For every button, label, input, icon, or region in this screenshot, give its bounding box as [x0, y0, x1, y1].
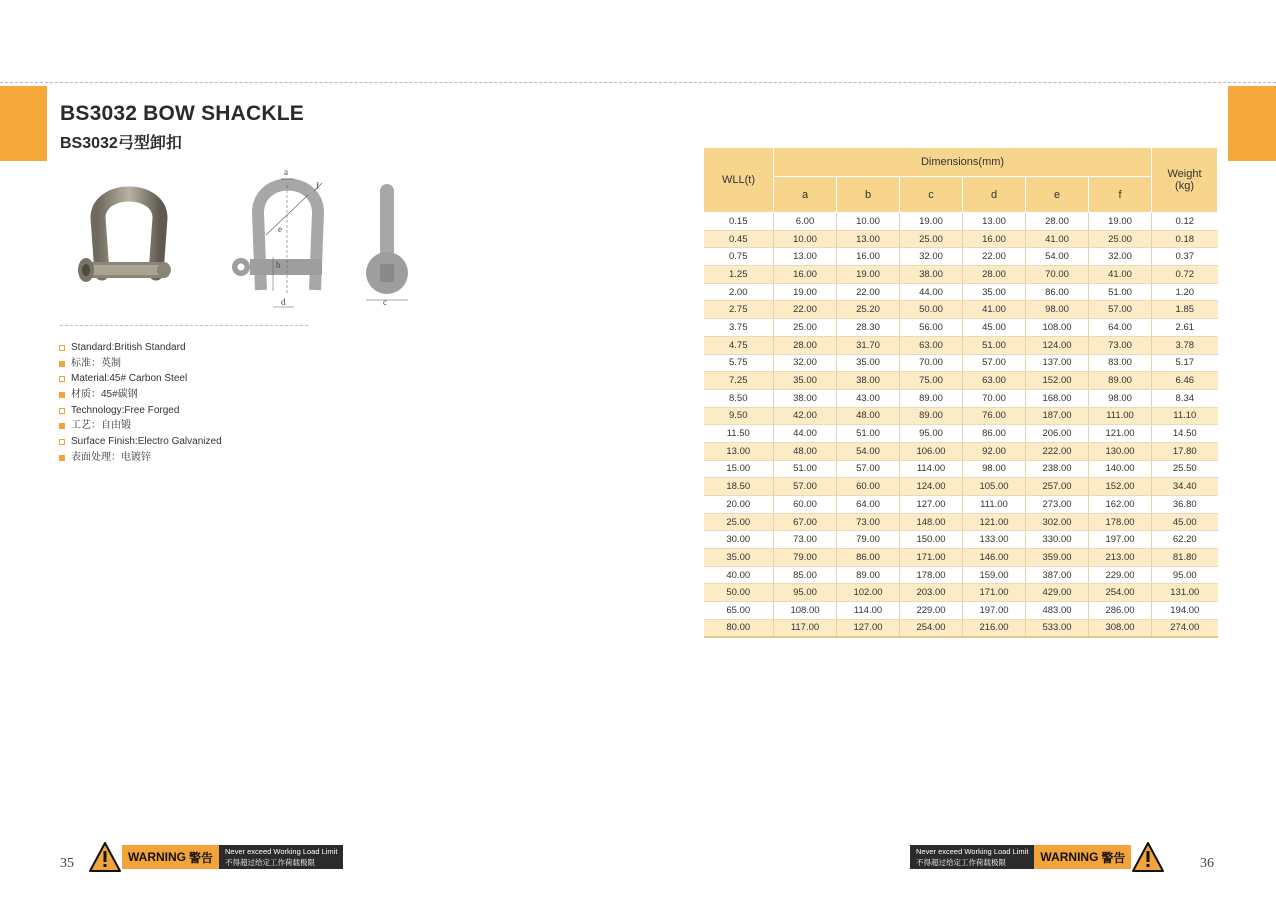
- table-cell: 171.00: [963, 584, 1026, 602]
- table-cell: 131.00: [1152, 584, 1218, 602]
- table-cell: 0.12: [1152, 213, 1218, 231]
- table-cell: 124.00: [1026, 336, 1089, 354]
- table-cell: 32.00: [1089, 248, 1152, 266]
- right-accent-tab: [1228, 86, 1276, 161]
- table-cell: 38.00: [774, 389, 837, 407]
- table-cell: 32.00: [900, 248, 963, 266]
- table-cell: 25.20: [837, 301, 900, 319]
- table-cell: 34.40: [1152, 478, 1218, 496]
- dim-label-a: a: [284, 167, 288, 177]
- table-row: [704, 566, 1218, 584]
- spec-item: [59, 434, 222, 450]
- table-cell: 57.00: [1089, 301, 1152, 319]
- table-cell: 20.00: [704, 496, 774, 514]
- weight-header-line1: Weight: [1167, 168, 1202, 180]
- table-cell: 56.00: [900, 319, 963, 337]
- table-cell: 203.00: [900, 584, 963, 602]
- table-cell: 121.00: [1089, 425, 1152, 443]
- table-cell: 50.00: [704, 584, 774, 602]
- table-cell: 2.75: [704, 301, 774, 319]
- table-cell: 206.00: [1026, 425, 1089, 443]
- warning-triangle-icon: [88, 841, 122, 873]
- table-cell: 106.00: [900, 442, 963, 460]
- table-cell: 359.00: [1026, 549, 1089, 567]
- table-row: [704, 283, 1218, 301]
- table-row: [704, 460, 1218, 478]
- spec-text: Standard:British Standard: [71, 342, 186, 353]
- table-cell: 11.50: [704, 425, 774, 443]
- spec-item: [59, 403, 222, 419]
- table-cell: 98.00: [963, 460, 1026, 478]
- table-cell: 254.00: [1089, 584, 1152, 602]
- table-cell: 274.00: [1152, 619, 1218, 637]
- table-cell: 80.00: [704, 619, 774, 637]
- shackle-photo: [72, 178, 182, 303]
- table-cell: 1.25: [704, 266, 774, 284]
- table-cell: 13.00: [704, 442, 774, 460]
- table-cell: 105.00: [963, 478, 1026, 496]
- table-cell: 63.00: [900, 336, 963, 354]
- table-cell: 22.00: [774, 301, 837, 319]
- table-cell: 111.00: [1089, 407, 1152, 425]
- table-cell: 171.00: [900, 549, 963, 567]
- table-cell: 3.78: [1152, 336, 1218, 354]
- table-cell: 222.00: [1026, 442, 1089, 460]
- table-cell: 137.00: [1026, 354, 1089, 372]
- page-number-right: 36: [1200, 856, 1214, 871]
- table-cell: 51.00: [774, 460, 837, 478]
- bullet-icon: [59, 361, 65, 367]
- table-row: [704, 266, 1218, 284]
- table-cell: 152.00: [1089, 478, 1152, 496]
- dim-column-header: d: [963, 177, 1026, 213]
- page-title: BS3032 BOW SHACKLE: [60, 102, 304, 125]
- table-cell: 387.00: [1026, 566, 1089, 584]
- table-cell: 35.00: [704, 549, 774, 567]
- page-number-left: 35: [60, 856, 74, 871]
- table-cell: 44.00: [900, 283, 963, 301]
- table-cell: 65.00: [704, 602, 774, 620]
- table-cell: 133.00: [963, 531, 1026, 549]
- spec-item: [59, 450, 222, 466]
- table-cell: 76.00: [963, 407, 1026, 425]
- table-cell: 213.00: [1089, 549, 1152, 567]
- table-cell: 111.00: [963, 496, 1026, 514]
- table-cell: 229.00: [900, 602, 963, 620]
- table-cell: 130.00: [1089, 442, 1152, 460]
- warning-label-en: WARNING: [128, 850, 186, 864]
- table-cell: 140.00: [1089, 460, 1152, 478]
- table-cell: 63.00: [963, 372, 1026, 390]
- table-cell: 187.00: [1026, 407, 1089, 425]
- weight-header-line2: (kg): [1175, 180, 1194, 192]
- table-cell: 43.00: [837, 389, 900, 407]
- table-cell: 54.00: [1026, 248, 1089, 266]
- table-cell: 15.00: [704, 460, 774, 478]
- table-cell: 73.00: [837, 513, 900, 531]
- warning-label-en: WARNING: [1040, 850, 1099, 864]
- table-cell: 38.00: [837, 372, 900, 390]
- table-cell: 86.00: [963, 425, 1026, 443]
- table-row: [704, 425, 1218, 443]
- spec-item: [59, 418, 222, 434]
- top-dashed-rule: [0, 82, 1276, 83]
- table-cell: 45.00: [1152, 513, 1218, 531]
- table-cell: 42.00: [774, 407, 837, 425]
- left-accent-tab: [0, 86, 47, 161]
- table-cell: 25.00: [774, 319, 837, 337]
- table-cell: 81.80: [1152, 549, 1218, 567]
- table-cell: 86.00: [1026, 283, 1089, 301]
- table-cell: 48.00: [837, 407, 900, 425]
- table-cell: 51.00: [963, 336, 1026, 354]
- table-cell: 152.00: [1026, 372, 1089, 390]
- table-cell: 13.00: [837, 230, 900, 248]
- table-cell: 10.00: [837, 213, 900, 231]
- spec-item: [59, 356, 222, 372]
- table-cell: 483.00: [1026, 602, 1089, 620]
- table-cell: 95.00: [1152, 566, 1218, 584]
- table-cell: 85.00: [774, 566, 837, 584]
- table-cell: 148.00: [900, 513, 963, 531]
- table-row: [704, 531, 1218, 549]
- table-cell: 121.00: [963, 513, 1026, 531]
- table-cell: 3.75: [704, 319, 774, 337]
- table-row: [704, 230, 1218, 248]
- table-row: [704, 602, 1218, 620]
- table-row: [704, 301, 1218, 319]
- dimensions-header: Dimensions(mm): [774, 148, 1152, 177]
- table-cell: 194.00: [1152, 602, 1218, 620]
- bullet-icon: [59, 392, 65, 398]
- table-cell: 150.00: [900, 531, 963, 549]
- table-cell: 19.00: [774, 283, 837, 301]
- dim-label-e: e: [278, 224, 282, 234]
- warning-message-en: Never exceed Working Load Limit: [225, 847, 338, 856]
- table-cell: 0.18: [1152, 230, 1218, 248]
- table-cell: 38.00: [900, 266, 963, 284]
- shackle-side-drawing: [352, 178, 422, 313]
- dim-column-header: f: [1089, 177, 1152, 213]
- table-row: [704, 213, 1218, 231]
- table-cell: 25.00: [1089, 230, 1152, 248]
- table-cell: 13.00: [963, 213, 1026, 231]
- table-cell: 162.00: [1089, 496, 1152, 514]
- table-cell: 89.00: [900, 389, 963, 407]
- table-cell: 1.85: [1152, 301, 1218, 319]
- table-cell: 41.00: [963, 301, 1026, 319]
- bullet-icon: [59, 408, 65, 414]
- table-cell: 60.00: [837, 478, 900, 496]
- warning-message-en: Never exceed Working Load Limit: [916, 847, 1029, 856]
- table-cell: 45.00: [963, 319, 1026, 337]
- table-cell: 31.70: [837, 336, 900, 354]
- table-row: [704, 407, 1218, 425]
- dim-column-header: c: [900, 177, 963, 213]
- table-cell: 273.00: [1026, 496, 1089, 514]
- table-cell: 89.00: [837, 566, 900, 584]
- table-cell: 57.00: [837, 460, 900, 478]
- table-cell: 2.61: [1152, 319, 1218, 337]
- table-cell: 28.00: [963, 266, 1026, 284]
- table-cell: 70.00: [1026, 266, 1089, 284]
- table-cell: 25.00: [900, 230, 963, 248]
- warning-triangle-icon: [1131, 841, 1165, 873]
- dim-column-header: a: [774, 177, 837, 213]
- table-row: [704, 513, 1218, 531]
- table-cell: 89.00: [900, 407, 963, 425]
- spec-text: 表面处理：电镀锌: [71, 451, 151, 463]
- bullet-icon: [59, 423, 65, 429]
- table-cell: 86.00: [837, 549, 900, 567]
- table-cell: 92.00: [963, 442, 1026, 460]
- table-cell: 114.00: [900, 460, 963, 478]
- table-cell: 62.20: [1152, 531, 1218, 549]
- table-cell: 50.00: [900, 301, 963, 319]
- table-cell: 2.00: [704, 283, 774, 301]
- table-cell: 238.00: [1026, 460, 1089, 478]
- warning-message: [219, 845, 343, 869]
- table-cell: 9.50: [704, 407, 774, 425]
- table-cell: 0.15: [704, 213, 774, 231]
- table-cell: 25.50: [1152, 460, 1218, 478]
- table-cell: 16.00: [963, 230, 1026, 248]
- dim-column-header: b: [837, 177, 900, 213]
- table-cell: 0.75: [704, 248, 774, 266]
- dim-label-f: f: [316, 181, 319, 191]
- table-cell: 308.00: [1089, 619, 1152, 637]
- table-cell: 28.00: [774, 336, 837, 354]
- table-cell: 159.00: [963, 566, 1026, 584]
- table-cell: 95.00: [900, 425, 963, 443]
- table-cell: 11.10: [1152, 407, 1218, 425]
- spec-text: 标准：英制: [71, 357, 121, 369]
- table-cell: 73.00: [1089, 336, 1152, 354]
- warning-banner-left: [88, 845, 343, 869]
- spec-item: [59, 340, 222, 356]
- table-cell: 79.00: [774, 549, 837, 567]
- table-cell: 25.00: [704, 513, 774, 531]
- table-cell: 64.00: [837, 496, 900, 514]
- warning-label: [1034, 845, 1131, 869]
- table-cell: 64.00: [1089, 319, 1152, 337]
- table-cell: 257.00: [1026, 478, 1089, 496]
- table-cell: 79.00: [837, 531, 900, 549]
- table-row: [704, 319, 1218, 337]
- spec-text: Material:45# Carbon Steel: [71, 373, 188, 385]
- spec-item: [59, 371, 222, 387]
- table-cell: 28.30: [837, 319, 900, 337]
- table-cell: 197.00: [963, 602, 1026, 620]
- table-cell: 35.00: [963, 283, 1026, 301]
- table-cell: 67.00: [774, 513, 837, 531]
- table-cell: 48.00: [774, 442, 837, 460]
- table-cell: 17.80: [1152, 442, 1218, 460]
- spec-divider: [60, 325, 308, 326]
- table-cell: 0.45: [704, 230, 774, 248]
- table-cell: 41.00: [1089, 266, 1152, 284]
- bullet-icon: [59, 345, 65, 351]
- table-cell: 73.00: [774, 531, 837, 549]
- table-cell: 40.00: [704, 566, 774, 584]
- wll-header: WLL(t): [704, 148, 774, 213]
- table-cell: 30.00: [704, 531, 774, 549]
- table-cell: 216.00: [963, 619, 1026, 637]
- table-cell: 8.34: [1152, 389, 1218, 407]
- table-cell: 57.00: [963, 354, 1026, 372]
- warning-message-cn: 不得超过给定工作荷载极限: [225, 858, 316, 867]
- table-cell: 7.25: [704, 372, 774, 390]
- spec-text: Surface Finish:Electro Galvanized: [71, 436, 222, 448]
- table-row: [704, 584, 1218, 602]
- table-cell: 83.00: [1089, 354, 1152, 372]
- table-cell: 19.00: [1089, 213, 1152, 231]
- table-cell: 286.00: [1089, 602, 1152, 620]
- table-cell: 330.00: [1026, 531, 1089, 549]
- table-cell: 6.46: [1152, 372, 1218, 390]
- table-cell: 108.00: [774, 602, 837, 620]
- weight-header: [1152, 148, 1218, 213]
- table-cell: 114.00: [837, 602, 900, 620]
- warning-message: [910, 845, 1034, 869]
- table-cell: 0.37: [1152, 248, 1218, 266]
- table-cell: 28.00: [1026, 213, 1089, 231]
- table-row: [704, 336, 1218, 354]
- dim-label-b: b: [276, 260, 281, 270]
- table-cell: 70.00: [900, 354, 963, 372]
- table-cell: 108.00: [1026, 319, 1089, 337]
- spec-item: [59, 387, 222, 403]
- table-cell: 6.00: [774, 213, 837, 231]
- table-row: [704, 478, 1218, 496]
- table-row: [704, 248, 1218, 266]
- table-cell: 51.00: [1089, 283, 1152, 301]
- table-cell: 75.00: [900, 372, 963, 390]
- table-cell: 14.50: [1152, 425, 1218, 443]
- spec-list: [59, 340, 222, 466]
- table-cell: 229.00: [1089, 566, 1152, 584]
- table-row: [704, 442, 1218, 460]
- table-cell: 44.00: [774, 425, 837, 443]
- table-cell: 70.00: [963, 389, 1026, 407]
- bullet-icon: [59, 376, 65, 382]
- table-cell: 254.00: [900, 619, 963, 637]
- table-cell: 51.00: [837, 425, 900, 443]
- table-row: [704, 496, 1218, 514]
- table-cell: 197.00: [1089, 531, 1152, 549]
- table-cell: 32.00: [774, 354, 837, 372]
- table-cell: 124.00: [900, 478, 963, 496]
- warning-message-cn: 不得超过给定工作荷载极限: [916, 858, 1006, 867]
- bullet-icon: [59, 439, 65, 445]
- table-cell: 16.00: [774, 266, 837, 284]
- table-cell: 127.00: [900, 496, 963, 514]
- table-cell: 117.00: [774, 619, 837, 637]
- table-cell: 89.00: [1089, 372, 1152, 390]
- table-row: [704, 389, 1218, 407]
- table-cell: 98.00: [1089, 389, 1152, 407]
- table-cell: 1.20: [1152, 283, 1218, 301]
- table-cell: 19.00: [900, 213, 963, 231]
- dim-column-header: e: [1026, 177, 1089, 213]
- table-cell: 127.00: [837, 619, 900, 637]
- spec-text: 工艺：自由锻: [71, 420, 131, 432]
- table-cell: 5.75: [704, 354, 774, 372]
- shackle-front-drawing: [226, 165, 336, 315]
- spec-text: 材质：45#碳钢: [71, 389, 138, 401]
- table-cell: 98.00: [1026, 301, 1089, 319]
- table-row: [704, 549, 1218, 567]
- table-cell: 60.00: [774, 496, 837, 514]
- table-cell: 54.00: [837, 442, 900, 460]
- table-cell: 16.00: [837, 248, 900, 266]
- table-cell: 19.00: [837, 266, 900, 284]
- warning-label-cn: 警告: [189, 850, 214, 865]
- table-cell: 5.17: [1152, 354, 1218, 372]
- bullet-icon: [59, 455, 65, 461]
- dimensions-table: [703, 147, 1218, 638]
- table-cell: 0.72: [1152, 266, 1218, 284]
- warning-banner-right: [910, 845, 1165, 869]
- table-cell: 13.00: [774, 248, 837, 266]
- table-cell: 95.00: [774, 584, 837, 602]
- dim-label-d: d: [281, 297, 286, 307]
- table-cell: 178.00: [900, 566, 963, 584]
- warning-label-cn: 警告: [1101, 850, 1126, 865]
- table-cell: 429.00: [1026, 584, 1089, 602]
- table-cell: 146.00: [963, 549, 1026, 567]
- table-row: [704, 372, 1218, 390]
- table-cell: 41.00: [1026, 230, 1089, 248]
- table-cell: 178.00: [1089, 513, 1152, 531]
- table-cell: 18.50: [704, 478, 774, 496]
- table-cell: 57.00: [774, 478, 837, 496]
- table-cell: 10.00: [774, 230, 837, 248]
- table-cell: 8.50: [704, 389, 774, 407]
- table-cell: 4.75: [704, 336, 774, 354]
- page-title-cn: BS3032弓型卸扣: [60, 135, 182, 152]
- table-cell: 36.80: [1152, 496, 1218, 514]
- dim-label-c: c: [383, 297, 387, 307]
- table-cell: 533.00: [1026, 619, 1089, 637]
- table-row: [704, 354, 1218, 372]
- spec-text: Technology:Free Forged: [71, 404, 180, 416]
- table-cell: 22.00: [963, 248, 1026, 266]
- table-cell: 35.00: [774, 372, 837, 390]
- table-cell: 168.00: [1026, 389, 1089, 407]
- table-cell: 35.00: [837, 354, 900, 372]
- warning-label: [122, 845, 219, 869]
- table-row: [704, 619, 1218, 637]
- table-cell: 102.00: [837, 584, 900, 602]
- table-cell: 22.00: [837, 283, 900, 301]
- table-cell: 302.00: [1026, 513, 1089, 531]
